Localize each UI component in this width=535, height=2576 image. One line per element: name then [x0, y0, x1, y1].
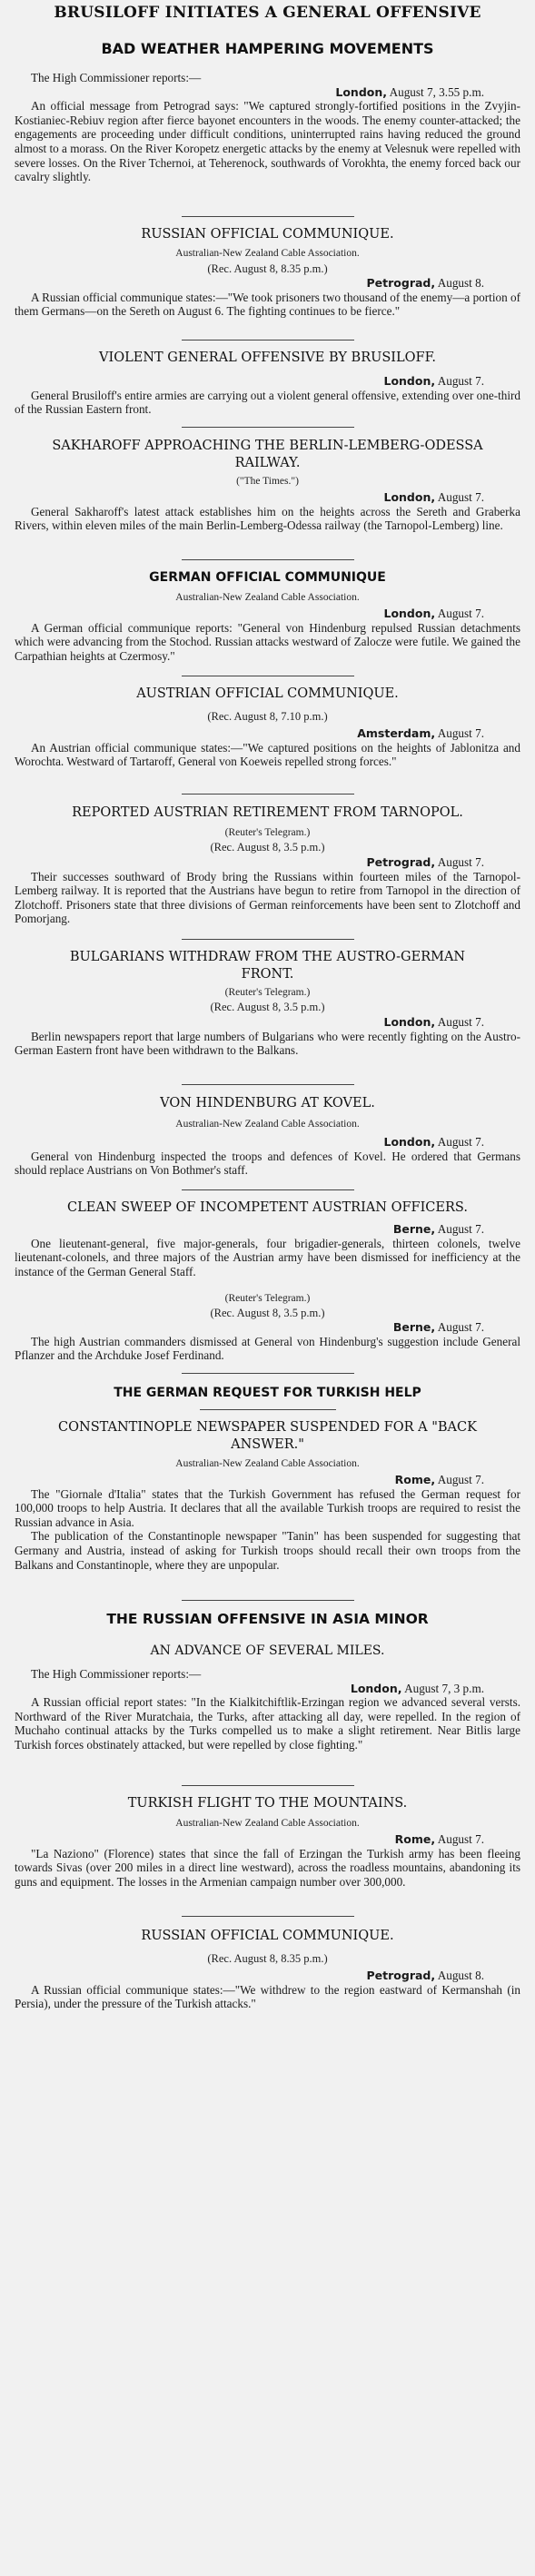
divider — [182, 1785, 354, 1786]
article-text: A Russian official communique states:—"We took prisoners two thousand of the enemy—a portion of them Germans—on the Sereth on August 6. The fighting continues to be fierce." — [15, 290, 520, 319]
source-line: (Reuter's Telegram.) — [224, 1293, 311, 1304]
section-title-constantinople-line2: ANSWER." — [231, 1437, 304, 1452]
received-line: (Rec. August 8, 3.5 p.m.) — [210, 1001, 325, 1013]
article-bulgarians — [15, 1015, 520, 1058]
dateline: London, August 7. — [383, 1015, 484, 1029]
received-line: (Rec. August 8, 8.35 p.m.) — [207, 1952, 328, 1965]
article-constantinople — [15, 1473, 520, 1572]
article-clean-sweep — [15, 1222, 520, 1278]
article-text: General Brusiloff's entire armies are carrying out a violent general offensive, extending over one-third of the Russian Eastern front. — [15, 388, 520, 417]
dateline: Petrograd, August 7. — [366, 855, 484, 869]
section-title-hindenburg-kovel: VON HINDENBURG AT KOVEL. — [160, 1096, 375, 1110]
article-clean-sweep-2 — [15, 1320, 520, 1363]
intro-line: The High Commissioner reports:— — [31, 1667, 202, 1681]
article-russian-communique — [15, 276, 520, 319]
divider — [182, 1084, 354, 1085]
received-line: (Rec. August 8, 3.5 p.m.) — [210, 1307, 325, 1319]
main-headline: BRUSILOFF INITIATES A GENERAL OFFENSIVE — [54, 4, 481, 22]
divider — [182, 216, 354, 217]
article-text-2: The publication of the Constantinople newspaper "Tanin" has been suspended for suggesting that Germany and Austria, instead of asking for Turkish troops should recall their own troops from the Balkans and Constantinople, where they are unpopular. — [15, 1529, 520, 1572]
dateline: Amsterdam, August 7. — [357, 726, 484, 740]
section-title-bad-weather: BAD WEATHER HAMPERING MOVEMENTS — [101, 40, 434, 57]
section-title-bulgarians: BULGARIANS WITHDRAW FROM THE AUSTRO-GERMAN — [69, 950, 466, 964]
dateline: Petrograd, August 8. — [366, 1969, 484, 1982]
section-title-austrian-retirement: REPORTED AUSTRIAN RETIREMENT FROM TARNOPOL. — [72, 805, 463, 820]
article-turkish-flight — [15, 1832, 520, 1889]
article-text: General Sakharoff's latest attack establishes him on the heights across the Sereth and Graberka Rivers, within eleven miles of the main Berlin-Lemberg-Odessa railway (the Tarnopol-Lemberg) line. — [15, 504, 520, 533]
section-title-advance: AN ADVANCE OF SEVERAL MILES. — [150, 1643, 385, 1658]
article-text: General von Hindenburg inspected the troops and defences of Kovel. He ordered that Germans should replace Austrians on Von Bothmer's staff. — [15, 1149, 520, 1178]
article-austrian-retirement — [15, 855, 520, 926]
dateline: London, August 7. — [383, 607, 484, 620]
section-title-turkish-help: THE GERMAN REQUEST FOR TURKISH HELP — [114, 1386, 421, 1400]
article-text: A Russian official communique states:—"We withdrew to the region eastward of Kermanshah (in Persia), under the pressure of the Turkish attacks." — [15, 1982, 520, 2011]
agency-line: Australian-New Zealand Cable Association. — [175, 248, 360, 259]
agency-line: Australian-New Zealand Cable Association. — [175, 1458, 360, 1469]
divider — [182, 1189, 354, 1190]
dateline: Petrograd, August 8. — [366, 276, 484, 290]
article-russian-communique-2 — [15, 1969, 520, 2011]
divider — [182, 794, 354, 795]
article-text: The "Giornale d'Italia" states that the Turkish Government has refused the German request for 100,000 troops to help Austria. It declares that all the available Turkish troops are required to resist the Russian advance in Asia. — [15, 1486, 520, 1529]
article-text: One lieutenant-general, five major-generals, four brigadier-generals, thirteen colonels, twelve lieutenant-colonels, and three majors of the Austrian army have been dismissed for inefficiency at the instance of the German General Staff. — [15, 1236, 520, 1278]
dateline: Berne, August 7. — [392, 1320, 484, 1334]
received-line: (Rec. August 8, 8.35 p.m.) — [207, 262, 328, 275]
section-title-constantinople: CONSTANTINOPLE NEWSPAPER SUSPENDED FOR A "BACK — [58, 1420, 477, 1435]
article-text: A German official communique reports: "General von Hindenburg repulsed Russian detachments which were advancing from the Stochod. Russian attacks westward of Zalocze were futile. We gained the Carpathian heights at Czermosy." — [15, 620, 520, 663]
section-title-asia-minor: THE RUSSIAN OFFENSIVE IN ASIA MINOR — [106, 1611, 429, 1627]
dateline: Berne, August 7. — [392, 1222, 484, 1236]
source-line: (Reuter's Telegram.) — [224, 987, 311, 998]
section-title-bulgarians-line2: FRONT. — [241, 967, 294, 982]
received-line: (Rec. August 8, 3.5 p.m.) — [210, 841, 325, 854]
agency-line: Australian-New Zealand Cable Association. — [175, 592, 360, 603]
section-title-clean-sweep: CLEAN SWEEP OF INCOMPETENT AUSTRIAN OFFICERS. — [67, 1200, 468, 1215]
dateline: London, August 7. — [383, 374, 484, 388]
article-bad-weather — [15, 71, 520, 184]
article-text: An official message from Petrograd says: "We captured strongly-fortified positions in the Zvyjin-Kostianiec-Rebiuv region after fierce bayonet encounters in the woods. The enemy counter-attacked; the engagements are proceeding under difficult conditions, uninterrupted rains having reduced the ground almost to a morass. On the River Koropetz energetic attacks by the enemy at Velesnuk were repelled with severe losses. On the River Tchernoi, at Teherenock, southwards of Vorokhta, the enemy forced back our cavalry slightly. — [15, 99, 520, 184]
dateline: London, August 7. — [383, 1135, 484, 1149]
article-text: A Russian official report states: "In the Kialkitchiftlik-Erzingan region we advanced several versts. Northward of the River Muratchaia, the Turks, after attacking all day, were repelled. In the region of Muchaho continual attacks by the Turks compelled us to make a slight retirement. Near Bitlis large Turkish forces obstinately attacked, but were repelled by close fighting." — [15, 1695, 520, 1752]
section-title-turkish-flight: TURKISH FLIGHT TO THE MOUNTAINS. — [127, 1796, 408, 1811]
article-advance — [15, 1667, 520, 1752]
section-title-german-communique: GERMAN OFFICIAL COMMUNIQUE — [149, 570, 386, 585]
article-hindenburg-kovel — [15, 1135, 520, 1178]
received-line: (Rec. August 8, 7.10 p.m.) — [207, 710, 328, 723]
article-violent-offensive — [15, 374, 520, 417]
agency-line: Australian-New Zealand Cable Association. — [175, 1119, 360, 1130]
dateline: London, August 7. — [383, 490, 484, 504]
article-text: Their successes southward of Brody bring the Russians within fourteen miles of the Tarnopol-Lemberg railway. It is reported that the Austrians have begun to retire from Tarnopol in the direction of Zlotchoff. Prisoners state that three divisions of German reinforcements have been sent to Zlotchoff and Pomorjang. — [15, 869, 520, 926]
article-sakharoff — [15, 490, 520, 533]
section-title-sakharoff-line2: RAILWAY. — [234, 456, 301, 470]
source-line: (Reuter's Telegram.) — [224, 827, 311, 838]
dateline: London, August 7, 3 p.m. — [350, 1681, 484, 1695]
article-text: The high Austrian commanders dismissed at General von Hindenburg's suggestion include General Pflanzer and the Archduke Josef Ferdinand. — [15, 1334, 520, 1363]
divider — [182, 1600, 354, 1601]
article-text: "La Naziono" (Florence) states that since the fall of Erzingan the Turkish army has been fleeing towards Sivas (over 200 miles in a direct line westward), across the roadless mountains, abandoning its guns and equipment. The losses in the Armenian campaign number over 300,000. — [15, 1846, 520, 1889]
section-title-russian-communique: RUSSIAN OFFICIAL COMMUNIQUE. — [141, 227, 394, 242]
section-title-sakharoff: SAKHAROFF APPROACHING THE BERLIN-LEMBERG-ODESSA — [52, 439, 483, 453]
agency-line: Australian-New Zealand Cable Association. — [175, 1818, 360, 1829]
dateline: London, August 7, 3.55 p.m. — [335, 84, 484, 99]
article-german-communique — [15, 607, 520, 663]
divider — [182, 559, 354, 560]
article-text: An Austrian official communique states:—"We captured positions on the heights of Jablonitza and Worochta. Westward of Tartaroff, General von Koeweis repelled strong forces." — [15, 740, 520, 769]
divider — [182, 1916, 354, 1917]
section-title-austrian-communique: AUSTRIAN OFFICIAL COMMUNIQUE. — [136, 686, 399, 701]
divider — [182, 1373, 354, 1374]
section-title-russian-communique-2: RUSSIAN OFFICIAL COMMUNIQUE. — [141, 1929, 394, 1943]
divider — [182, 340, 354, 341]
divider — [182, 427, 354, 428]
article-text: Berlin newspapers report that large numbers of Bulgarians who were recently fighting on the Austro-German Eastern front have been withdrawn to the Balkans. — [15, 1029, 520, 1058]
section-title-violent-offensive: VIOLENT GENERAL OFFENSIVE BY BRUSILOFF. — [99, 350, 436, 365]
source-line: ("The Times.") — [236, 476, 299, 487]
article-austrian-communique — [15, 726, 520, 769]
dateline: Rome, August 7. — [394, 1473, 484, 1486]
dateline: Rome, August 7. — [394, 1832, 484, 1846]
divider — [182, 939, 354, 940]
divider — [200, 1409, 336, 1410]
intro-line: The High Commissioner reports:— — [31, 71, 202, 84]
